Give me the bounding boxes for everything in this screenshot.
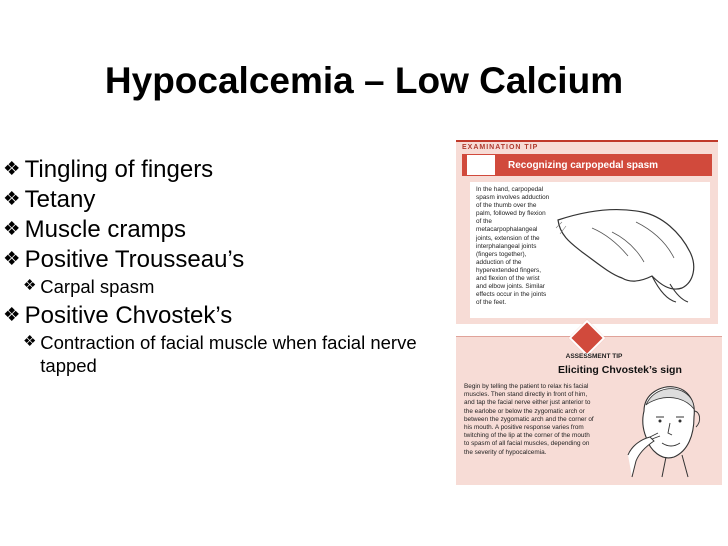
bullet-text: Positive Trousseau’s bbox=[24, 246, 245, 273]
diamond-bullet-icon: ❖ bbox=[3, 218, 21, 240]
bullet-chvostek bbox=[3, 301, 443, 330]
card-body bbox=[470, 182, 710, 318]
diamond-bullet-icon: ❖ bbox=[23, 278, 37, 294]
card-body-text: In the hand, carpopedal spasm involves adduction of the thumb over the palm, followed by flexion of the metacarpophalangeal joints, extension of the interphalangeal joints (fingers together), adduction of the hyperextended fingers, and flexion of the wrist and elbow joints. Similar effects occur in the joints of the feet. bbox=[476, 186, 550, 307]
bullet-cramps bbox=[3, 215, 443, 244]
bullet-text: Tingling of fingers bbox=[24, 156, 214, 183]
card-body-text: Begin by telling the patient to relax his facial muscles. Then stand directly in front of him, and tap the facial nerve either just anterior to the earlobe or below the zygomatic arch or between the zygomatic arch and the corner of his mouth. A positive response varies from twitching of the lip at the corner of the mouth to spasm of all facial muscles, depending on the severity of hypocalcemia. bbox=[464, 383, 594, 456]
card-tag: EXAMINATION TIP bbox=[462, 144, 539, 151]
bullet-text: Positive Chvostek’s bbox=[24, 302, 233, 329]
bullet-tetany bbox=[3, 185, 443, 214]
card-tag: ASSESSMENT TIP bbox=[565, 353, 623, 360]
subbullet-contraction bbox=[23, 331, 443, 377]
tip-badge-icon bbox=[466, 154, 496, 176]
carpal-spasm-hand-illustration bbox=[552, 192, 704, 310]
bullet-text: Muscle cramps bbox=[24, 216, 187, 243]
card-heading: Recognizing carpopedal spasm bbox=[462, 154, 712, 176]
subbullet-text: Carpal spasm bbox=[40, 276, 155, 297]
diamond-bullet-icon: ❖ bbox=[23, 334, 37, 350]
chvostek-sign-card bbox=[456, 336, 722, 485]
card-heading: Eliciting Chvostek’s sign bbox=[558, 364, 682, 376]
assessment-badge-icon bbox=[569, 320, 606, 357]
carpopedal-spasm-card bbox=[456, 140, 718, 324]
diamond-bullet-icon: ❖ bbox=[3, 304, 21, 326]
bullet-tingling bbox=[3, 155, 443, 184]
bullet-list bbox=[3, 155, 443, 380]
bullet-text: Tetany bbox=[24, 186, 96, 213]
subbullet-text: Contraction of facial muscle when facial nerve tapped bbox=[40, 332, 417, 376]
diamond-bullet-icon: ❖ bbox=[3, 248, 21, 270]
diamond-bullet-icon: ❖ bbox=[3, 158, 21, 180]
subbullet-carpal bbox=[23, 275, 443, 298]
face-tap-illustration bbox=[622, 381, 718, 481]
slide-title: Hypocalcemia – Low Calcium bbox=[104, 60, 624, 101]
bullet-trousseau bbox=[3, 245, 443, 274]
diamond-bullet-icon: ❖ bbox=[3, 188, 21, 210]
